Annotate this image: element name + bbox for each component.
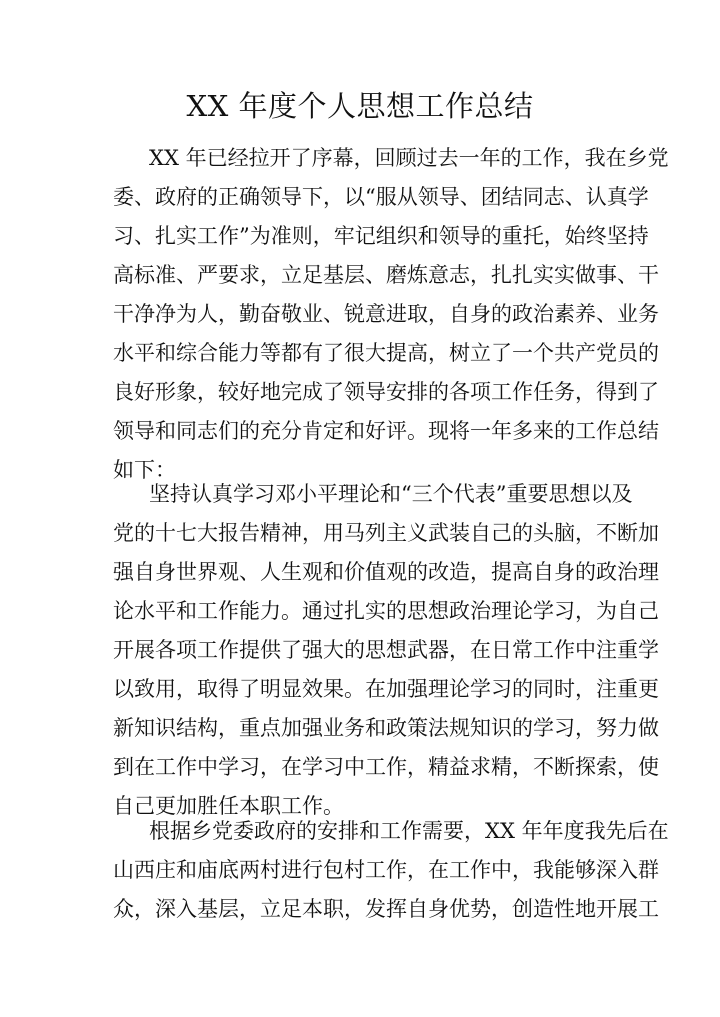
text-line: 根据乡党委政府的安排和工作需要，XX 年年度我先后在 <box>149 819 669 843</box>
text-line: 干净净为人，勤奋敬业、锐意进取，自身的政治素养、业务 <box>113 302 659 326</box>
text-line: 新知识结构，重点加强业务和政策法规知识的学习，努力做 <box>113 716 659 740</box>
paragraph-2 <box>113 475 659 826</box>
text-line: 坚持认真学习邓小平理论和“三个代表”重要思想以及 <box>149 482 633 506</box>
text-line: 委、政府的正确领导下，以“服从领导、团结同志、认真学 <box>113 185 649 209</box>
text-line: 高标准、严要求，立足基层、磨炼意志，扎扎实实做事、干 <box>113 263 659 287</box>
text-line: 如下： <box>113 458 176 482</box>
text-line: 开展各项工作提供了强大的思想武器，在日常工作中注重学 <box>113 638 659 662</box>
text-line: XX 年已经拉开了序幕，回顾过去一年的工作，我在乡党 <box>149 146 669 170</box>
text-line: 党的十七大报告精神，用马列主义武装自己的头脑，不断加 <box>113 521 659 545</box>
text-line: 以致用，取得了明显效果。在加强理论学习的同时，注重更 <box>113 677 659 701</box>
text-line: 习、扎实工作”为准则，牢记组织和领导的重托，始终坚持 <box>113 224 649 248</box>
text-line: 论水平和工作能力。通过扎实的思想政治理论学习，为自己 <box>113 599 659 623</box>
text-line: 自己更加胜任本职工作。 <box>113 794 344 818</box>
text-line: 众，深入基层，立足本职，发挥自身优势，创造性地开展工 <box>113 897 659 921</box>
text-line: 山西庄和庙底两村进行包村工作，在工作中，我能够深入群 <box>113 858 659 882</box>
text-line: 良好形象，较好地完成了领导安排的各项工作任务，得到了 <box>113 380 659 404</box>
text-line: 强自身世界观、人生观和价值观的改造，提高自身的政治理 <box>113 560 659 584</box>
text-line: 水平和综合能力等都有了很大提高，树立了一个共产党员的 <box>113 341 659 365</box>
text-line: 领导和同志们的充分肯定和好评。现将一年多来的工作总结 <box>113 419 659 443</box>
paragraph-1 <box>113 139 669 490</box>
document-title: XX 年度个人思想工作总结 <box>186 89 534 123</box>
text-line: 到在工作中学习，在学习中工作，精益求精，不断探索，使 <box>113 755 659 779</box>
paragraph-3 <box>113 812 669 929</box>
